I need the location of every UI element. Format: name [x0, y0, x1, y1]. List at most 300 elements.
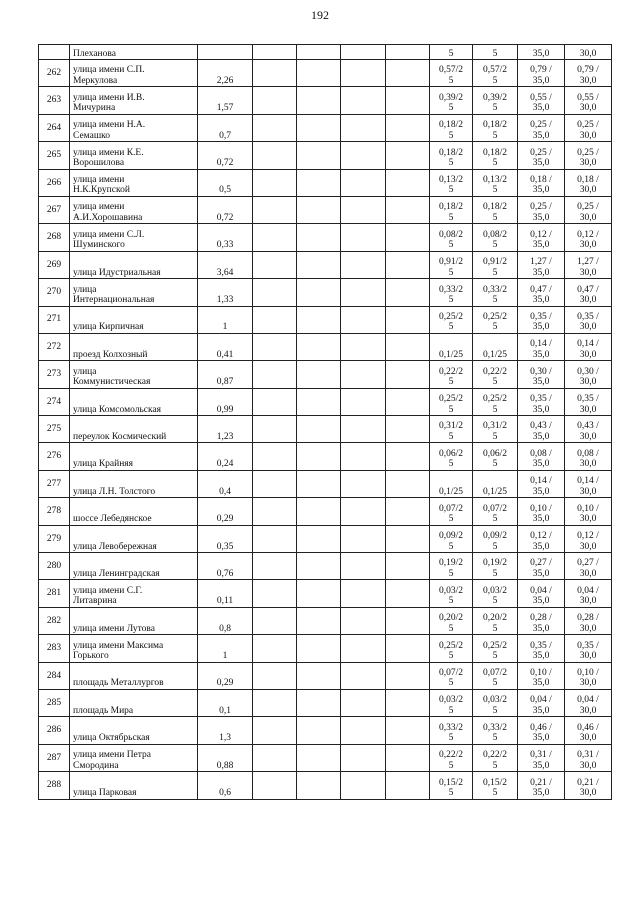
value-col-4-line: 30,0 [579, 185, 597, 196]
value-col-1 [430, 553, 473, 580]
street-length: 0,72 [198, 196, 253, 223]
value-col-4-line: 0,43 / [577, 421, 599, 432]
value-col-1 [430, 580, 473, 607]
street-name-line: улица имени Максима [73, 640, 164, 651]
value-col-1-line: 0,33/2 [438, 284, 463, 295]
empty-cell [253, 498, 297, 525]
value-col-1-line: 0,22/2 [438, 750, 463, 761]
value-col-1 [430, 279, 473, 306]
value-col-1 [430, 416, 473, 443]
value-col-2-line: 5 [492, 651, 498, 662]
table-row [39, 279, 612, 306]
empty-cell [341, 498, 386, 525]
row-number: 267 [39, 196, 70, 223]
table-row [39, 717, 612, 744]
row-number: 288 [39, 772, 70, 799]
empty-cell [341, 361, 386, 388]
value-col-3 [518, 87, 565, 114]
empty-cell [386, 361, 430, 388]
empty-cell [341, 525, 386, 552]
value-col-4-line: 30,0 [579, 623, 597, 634]
empty-cell [297, 717, 341, 744]
empty-cell [386, 196, 430, 223]
value-col-4-line: 0,55 / [577, 92, 599, 103]
empty-cell [253, 169, 297, 196]
value-col-3-line: 0,47 / [530, 284, 552, 295]
value-col-2-line: 0,03/2 [482, 585, 507, 596]
empty-cell [253, 717, 297, 744]
value-col-4-line: 0,21 / [577, 777, 599, 788]
row-number: 273 [39, 361, 70, 388]
value-col-3-line: 1,27 / [530, 257, 552, 268]
value-col-2 [473, 114, 518, 141]
value-col-3 [518, 498, 565, 525]
street-name-line: Мичурина [73, 103, 116, 114]
value-col-2-line: 0,07/2 [482, 667, 507, 678]
value-col-2-line: 0,91/2 [482, 257, 507, 268]
street-name [70, 306, 198, 333]
value-col-4-line: 30,0 [579, 130, 597, 141]
value-col-1-line: 0,09/2 [438, 531, 463, 542]
row-number: 282 [39, 607, 70, 634]
empty-cell [253, 361, 297, 388]
value-col-2-line: 5 [492, 295, 498, 306]
value-col-3-line: 0,04 / [530, 585, 552, 596]
value-col-3-line: 35,0 [532, 486, 550, 497]
value-col-4-line: 30,0 [579, 377, 597, 388]
row-number: 280 [39, 553, 70, 580]
empty-cell [341, 224, 386, 251]
value-col-3 [518, 525, 565, 552]
value-col-3-line: 0,25 / [530, 120, 552, 131]
value-col-3 [518, 717, 565, 744]
street-length: 1,57 [198, 87, 253, 114]
empty-cell [297, 635, 341, 662]
empty-cell [297, 388, 341, 415]
value-col-3 [518, 662, 565, 689]
value-col-1-line: 5 [448, 404, 454, 415]
value-col-3-line: 0,14 / [530, 339, 552, 350]
value-col-2 [473, 196, 518, 223]
street-length: 3,64 [198, 251, 253, 278]
table-row [39, 443, 612, 470]
value-col-1-line: 5 [448, 185, 454, 196]
value-col-1 [430, 169, 473, 196]
value-col-3-line: 0,25 / [530, 147, 552, 158]
street-name [70, 169, 198, 196]
value-col-3-line: 0,04 / [530, 695, 552, 706]
value-col-3-line: 35,0 [532, 596, 550, 607]
value-col-4-line: 30,0 [579, 541, 597, 552]
street-length: 1,33 [198, 279, 253, 306]
value-col-1 [430, 525, 473, 552]
value-col-2 [473, 553, 518, 580]
value-col-1-line: 5 [448, 212, 454, 223]
value-col-4 [565, 388, 612, 415]
value-col-2-line: 5 [492, 240, 498, 251]
street-length: 0,1 [198, 689, 253, 716]
value-col-4-line: 30,0 [579, 404, 597, 415]
empty-cell [341, 607, 386, 634]
table-row [39, 525, 612, 552]
empty-cell [253, 662, 297, 689]
empty-cell [386, 662, 430, 689]
value-col-1-line: 5 [448, 130, 454, 141]
value-col-1-line: 0,1/25 [438, 486, 463, 497]
empty-cell [297, 580, 341, 607]
street-name [70, 60, 198, 87]
empty-cell [386, 553, 430, 580]
street-name-line: улица Комсомольская [73, 404, 162, 415]
value-col-4-line: 0,25 / [577, 147, 599, 158]
value-col-3-line: 35,0 [532, 541, 550, 552]
value-col-2 [473, 498, 518, 525]
table-row-continuation [39, 45, 612, 60]
value-col-3 [518, 443, 565, 470]
street-name [70, 224, 198, 251]
value-col-2-line: 0,03/2 [482, 695, 507, 706]
value-col-3-line: 35,0 [532, 75, 550, 86]
value-col-1 [430, 142, 473, 169]
empty-cell [386, 224, 430, 251]
street-name-line: А.И.Хорошавина [73, 212, 143, 223]
empty-cell [297, 306, 341, 333]
value-col-3-line: 35,0 [532, 267, 550, 278]
value-col-2-line: 0,18/2 [482, 147, 507, 158]
value-col-4 [565, 251, 612, 278]
value-col-1 [430, 744, 473, 771]
empty-cell [297, 169, 341, 196]
street-length: 2,26 [198, 60, 253, 87]
street-name-line: Коммунистическая [73, 377, 151, 388]
empty-cell [297, 114, 341, 141]
empty-cell [341, 388, 386, 415]
street-name [70, 443, 198, 470]
row-number: 263 [39, 87, 70, 114]
value-col-3-line: 35,0 [532, 733, 550, 744]
empty-cell [297, 87, 341, 114]
value-col-1-line: 0,19/2 [438, 558, 463, 569]
street-length: 0,6 [198, 772, 253, 799]
empty-cell [253, 744, 297, 771]
row-number: 262 [39, 60, 70, 87]
value-col-1 [430, 498, 473, 525]
empty-cell [386, 114, 430, 141]
value-col-3-line: 35,0 [532, 103, 550, 114]
value-col-3 [518, 470, 565, 497]
value-col-3 [518, 689, 565, 716]
empty-cell [386, 333, 430, 360]
value-col-3-line: 35,0 [532, 404, 550, 415]
value-col-3 [518, 635, 565, 662]
value-col-1-line: 5 [448, 431, 454, 442]
value-col-1-line: 5 [448, 377, 454, 388]
empty-cell [386, 251, 430, 278]
street-name-line: шоссе Лебедянское [73, 514, 152, 525]
value-col-4-line: 30,0 [579, 568, 597, 579]
empty-cell [386, 60, 430, 87]
value-col-4 [565, 470, 612, 497]
empty-cell [341, 60, 386, 87]
value-col-4-line: 0,46 / [577, 722, 599, 733]
value-col-2 [473, 635, 518, 662]
value-col-1 [430, 607, 473, 634]
row-number: 271 [39, 306, 70, 333]
value-col-4 [565, 607, 612, 634]
value-col-3-line: 35,0 [532, 240, 550, 251]
value-col-4-line: 30,0 [579, 431, 597, 442]
row-number: 266 [39, 169, 70, 196]
value-col-3-line: 35,0 [532, 377, 550, 388]
street-length: 0,33 [198, 224, 253, 251]
value-col-3-line: 35,0 [532, 349, 550, 360]
value-col-4-line: 30,0 [579, 788, 597, 799]
empty-cell [297, 662, 341, 689]
street-length: 1 [198, 306, 253, 333]
street-name-line: улица Л.Н. Толстого [73, 486, 156, 497]
row-number: 265 [39, 142, 70, 169]
empty-cell [386, 607, 430, 634]
street-length: 0,8 [198, 607, 253, 634]
value-col-3 [518, 361, 565, 388]
value-col-2-line: 0,06/2 [482, 448, 507, 459]
street-name [70, 689, 198, 716]
value-col-3-line: 0,21 / [530, 777, 552, 788]
street-name [70, 196, 198, 223]
value-col-1 [430, 251, 473, 278]
street-length: 0,5 [198, 169, 253, 196]
street-name-line: улица имени С.Г. [73, 585, 143, 596]
value-col-2 [473, 744, 518, 771]
value-col-1-line: 5 [448, 295, 454, 306]
street-name [70, 635, 198, 662]
value-col-4 [565, 114, 612, 141]
value-col-1 [430, 60, 473, 87]
value-col-3 [518, 772, 565, 799]
value-col-4 [565, 635, 612, 662]
street-length: 0,7 [198, 114, 253, 141]
value-col-3-line: 0,18 / [530, 174, 552, 185]
value-col-2-line: 0,39/2 [482, 92, 507, 103]
value-col-2-line: 0,15/2 [482, 777, 507, 788]
value-col-2-line: 0,20/2 [482, 613, 507, 624]
value-col-2-line: 0,33/2 [482, 722, 507, 733]
street-name [70, 580, 198, 607]
empty-cell [297, 553, 341, 580]
table-row [39, 60, 612, 87]
street-length: 1,23 [198, 416, 253, 443]
value-col-3-line: 0,14 / [530, 476, 552, 487]
value-col-4-line: 0,04 / [577, 695, 599, 706]
street-name [70, 772, 198, 799]
empty-cell [253, 251, 297, 278]
street-name-line: улица имени [73, 174, 125, 185]
table-row [39, 87, 612, 114]
street-name [70, 717, 198, 744]
value-col-2-line: 5 [492, 267, 498, 278]
value-col-3 [518, 60, 565, 87]
row-number: 268 [39, 224, 70, 251]
empty-cell [386, 580, 430, 607]
empty-cell [253, 525, 297, 552]
value-col-4 [565, 443, 612, 470]
value-col-4 [565, 142, 612, 169]
value-col-3-line: 0,12 / [530, 229, 552, 240]
value-col-3 [518, 416, 565, 443]
empty-cell [386, 525, 430, 552]
value-col-3-line: 0,79 / [530, 65, 552, 76]
empty-cell [341, 333, 386, 360]
empty-cell [297, 361, 341, 388]
table-row [39, 196, 612, 223]
street-name-line: улица имени И.В. [73, 92, 145, 103]
street-name-line: улица Парковая [73, 788, 137, 799]
value-col-2-line: 5 [492, 377, 498, 388]
value-col-2-line: 0,57/2 [482, 65, 507, 76]
value-col-4-line: 0,14 / [577, 339, 599, 350]
value-col-1 [430, 333, 473, 360]
table-row [39, 306, 612, 333]
page-number: 192 [311, 8, 329, 22]
value-col-4-line: 30,0 [579, 158, 597, 169]
row-number: 278 [39, 498, 70, 525]
value-col-1-line: 0,25/2 [438, 394, 463, 405]
value-col-3 [518, 580, 565, 607]
value-col-2-line: 0,1/25 [482, 486, 507, 497]
street-name-line: улица имени [73, 202, 125, 213]
street-name-line: улица Крайняя [73, 459, 134, 470]
street-name-line: улица Левобережная [73, 541, 157, 552]
value-col-4 [565, 416, 612, 443]
street-name-line: Смородина [73, 760, 119, 771]
street-name-line: улица имени К.Е. [73, 147, 144, 158]
empty-cell [341, 87, 386, 114]
empty-cell [341, 196, 386, 223]
empty-cell [253, 306, 297, 333]
streets-table [38, 44, 612, 800]
empty-cell [341, 114, 386, 141]
value-col-2-line: 0,18/2 [482, 120, 507, 131]
empty-cell [297, 525, 341, 552]
value-col-1-line: 0,15/2 [438, 777, 463, 788]
empty-cell [341, 717, 386, 744]
row-number: 286 [39, 717, 70, 744]
value-col-1 [430, 443, 473, 470]
value-col-3-line: 35,0 [532, 130, 550, 141]
value-col-1-line: 5 [448, 596, 454, 607]
row-number: 274 [39, 388, 70, 415]
value-col-2 [473, 772, 518, 799]
value-col-4-line: 0,30 / [577, 366, 599, 377]
value-col-2 [473, 607, 518, 634]
value-col-2 [473, 416, 518, 443]
value-col-2-line: 5 [492, 678, 498, 689]
table-row [39, 580, 612, 607]
value-col-2-line: 5 [492, 541, 498, 552]
value-col-3-line: 0,35 / [530, 640, 552, 651]
street-name-line: Семашко [73, 130, 111, 141]
value-col-1-line: 5 [448, 541, 454, 552]
empty-cell [297, 470, 341, 497]
empty-cell [341, 306, 386, 333]
street-length: 0,11 [198, 580, 253, 607]
value-col-2: 5 [473, 45, 518, 60]
value-col-4-line: 0,47 / [577, 284, 599, 295]
street-name-line: улица [73, 284, 97, 295]
street-name-line: улица имени С.П. [73, 65, 145, 76]
value-col-4-line: 0,04 / [577, 585, 599, 596]
street-name [70, 87, 198, 114]
empty-cell [297, 60, 341, 87]
empty-cell [253, 580, 297, 607]
empty-cell [253, 470, 297, 497]
street-name [70, 251, 198, 278]
value-col-2-line: 5 [492, 158, 498, 169]
street-name-line: улица Ленинградская [73, 568, 160, 579]
street-length: 0,29 [198, 662, 253, 689]
value-col-1 [430, 361, 473, 388]
value-col-1-line: 5 [448, 514, 454, 525]
value-col-2-line: 5 [492, 322, 498, 333]
value-col-2-line: 0,09/2 [482, 531, 507, 542]
value-col-2-line: 0,19/2 [482, 558, 507, 569]
value-col-2-line: 0,18/2 [482, 202, 507, 213]
empty-cell [253, 443, 297, 470]
value-col-3 [518, 224, 565, 251]
value-col-2-line: 5 [492, 459, 498, 470]
street-length: 0,35 [198, 525, 253, 552]
street-name [70, 114, 198, 141]
empty-cell [386, 87, 430, 114]
value-col-2-line: 5 [492, 596, 498, 607]
table-row [39, 553, 612, 580]
value-col-4-line: 1,27 / [577, 257, 599, 268]
value-col-3 [518, 114, 565, 141]
value-col-1-line: 0,33/2 [438, 722, 463, 733]
value-col-4-line: 0,35 / [577, 311, 599, 322]
empty-cell [253, 279, 297, 306]
value-col-4-line: 30,0 [579, 733, 597, 744]
street-name-line: проезд Колхозный [73, 349, 148, 360]
value-col-3-line: 35,0 [532, 760, 550, 771]
value-col-1-line: 5 [448, 240, 454, 251]
value-col-2-line: 5 [492, 431, 498, 442]
value-col-4-line: 0,25 / [577, 120, 599, 131]
street-name-line: площадь Металлургов [73, 678, 164, 689]
value-col-3-line: 0,25 / [530, 202, 552, 213]
value-col-2-line: 0,25/2 [482, 394, 507, 405]
street-name [70, 142, 198, 169]
value-col-4 [565, 717, 612, 744]
empty-cell [341, 142, 386, 169]
value-col-3: 35,0 [518, 45, 565, 60]
value-col-2 [473, 525, 518, 552]
empty-cell [341, 279, 386, 306]
row-number: 284 [39, 662, 70, 689]
value-col-1-line: 5 [448, 705, 454, 716]
value-col-4 [565, 224, 612, 251]
value-col-2 [473, 279, 518, 306]
value-col-4-line: 0,35 / [577, 640, 599, 651]
street-name-line: улица Кирпичная [73, 322, 144, 333]
value-col-3-line: 35,0 [532, 431, 550, 442]
table-row [39, 689, 612, 716]
value-col-3-line: 35,0 [532, 212, 550, 223]
value-col-2 [473, 689, 518, 716]
row-number: 281 [39, 580, 70, 607]
empty-cell [297, 416, 341, 443]
table-body [39, 45, 612, 800]
